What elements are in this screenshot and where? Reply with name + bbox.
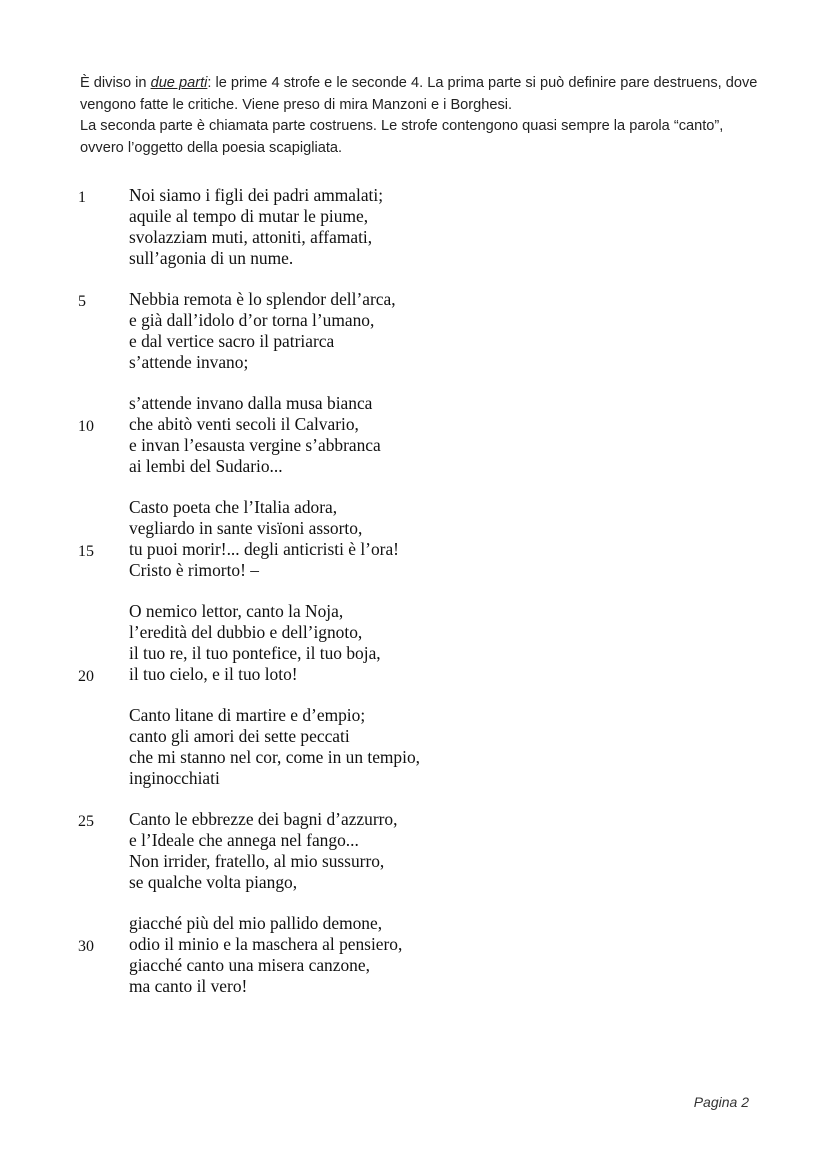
verse-text: odio il minio e la maschera al pensiero, [129,934,403,954]
verse-line [78,456,598,477]
line-number: 15 [78,543,94,560]
verse-line [78,310,598,331]
verse-text: e già dall’idolo d’or torna l’umano, [129,310,375,330]
intro-text [80,73,760,159]
verse-text: l’eredità del dubbio e dell’ignoto, [129,622,363,642]
verse-line [78,643,598,664]
verse-text: Canto le ebbrezze dei bagni d’azzurro, [129,809,398,829]
line-number: 25 [78,813,94,830]
verse-line [78,622,598,643]
verse-text: e dal vertice sacro il patriarca [129,331,335,351]
stanza [78,913,598,997]
line-number: 20 [78,668,94,685]
verse-text: tu puoi morir!... degli anticristi è l’ora! [129,539,399,559]
verse-text: ai lembi del Sudario... [129,456,283,476]
line-number: 1 [78,189,86,206]
verse-text: giacché canto una misera canzone, [129,955,370,975]
intro-p1-rest: : le prime 4 strofe e le seconde 4. La prima parte si può definire pare destruens, dove vengono fatte le critiche. Viene preso di mira Manzoni e i Borghesi. [80,75,758,113]
verse-text: vegliardo in sante visïoni assorto, [129,518,363,538]
line-number: 30 [78,938,94,955]
intro-paragraph-2: La seconda parte è chiamata parte costruens. Le strofe contengono quasi sempre la parola “canto”, ovvero l’oggetto della poesia scapigliata. [80,118,724,156]
verse-line [78,955,598,976]
verse-text: Noi siamo i figli dei padri ammalati; [129,185,384,205]
line-number: 10 [78,418,94,435]
verse-line [78,872,598,893]
stanza [78,705,598,789]
verse-line [78,601,598,622]
verse-text: aquile al tempo di mutar le piume, [129,206,369,226]
stanza [78,497,598,581]
verse-text: se qualche volta piango, [129,872,298,892]
verse-line [78,414,598,435]
verse-text: Non irrider, fratello, al mio sussurro, [129,851,385,871]
verse-line [78,185,598,206]
verse-line [78,497,598,518]
verse-text: Nebbia remota è lo splendor dell’arca, [129,289,396,309]
verse-text: sull’agonia di un nume. [129,248,294,268]
verse-text: giacché più del mio pallido demone, [129,913,383,933]
verse-text: ma canto il vero! [129,976,248,996]
verse-line [78,435,598,456]
stanza [78,185,598,269]
verse-line [78,705,598,726]
verse-text: il tuo re, il tuo pontefice, il tuo boja, [129,643,381,663]
verse-text: Cristo è rimorto! – [129,560,259,580]
intro-p1-prefix: È diviso in [80,75,151,91]
stanza [78,809,598,893]
verse-line [78,560,598,581]
verse-text: il tuo cielo, e il tuo loto! [129,664,298,684]
verse-line [78,248,598,269]
verse-line [78,518,598,539]
verse-line [78,851,598,872]
page-number: Pagina 2 [693,1094,749,1110]
verse-line [78,726,598,747]
verse-line [78,352,598,373]
verse-line [78,227,598,248]
verse-text: che mi stanno nel cor, come in un tempio, [129,747,421,767]
verse-line [78,976,598,997]
verse-text: inginocchiati [129,768,220,788]
verse-line [78,539,598,560]
stanza [78,393,598,477]
verse-line [78,206,598,227]
verse-line [78,768,598,789]
stanza [78,289,598,373]
verse-line [78,830,598,851]
verse-text: canto gli amori dei sette peccati [129,726,350,746]
verse-text: che abitò venti secoli il Calvario, [129,414,359,434]
verse-line [78,331,598,352]
line-number: 5 [78,293,86,310]
verse-text: s’attende invano; [129,352,249,372]
verse-text: Canto litane di martire e d’empio; [129,705,366,725]
verse-line [78,913,598,934]
verse-line [78,934,598,955]
intro-paragraph-1 [80,73,760,116]
verse-line [78,393,598,414]
verse-text: Casto poeta che l’Italia adora, [129,497,338,517]
verse-line [78,664,598,685]
verse-line [78,289,598,310]
verse-line [78,809,598,830]
verse-text: O nemico lettor, canto la Noja, [129,601,344,621]
verse-text: e l’Ideale che annega nel fango... [129,830,359,850]
verse-line [78,747,598,768]
verse-text: svolazziam muti, attoniti, affamati, [129,227,373,247]
poem [78,185,598,1017]
verse-text: e invan l’esausta vergine s’abbranca [129,435,381,455]
intro-p1-emphasis: due parti [150,75,208,91]
stanza [78,601,598,685]
verse-text: s’attende invano dalla musa bianca [129,393,373,413]
